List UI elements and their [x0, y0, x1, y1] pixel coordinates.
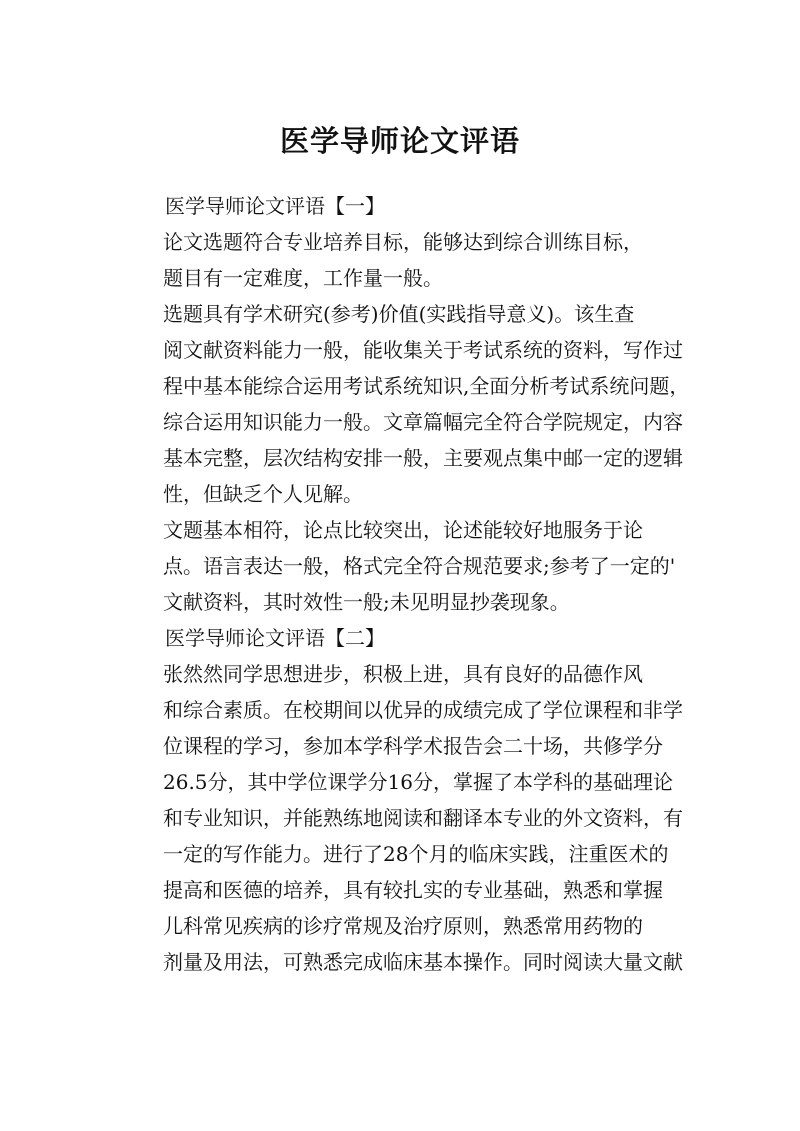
paragraph-3 [121, 512, 681, 620]
text-line: 文献资料，其时效性一般;未见明显抄袭现象。 [163, 590, 570, 614]
text-line: 阅文献资料能力一般，能收集关于考试系统的资料，写作过 [163, 338, 683, 362]
text-line: 程中基本能综合运用考试系统知识,全面分析考试系统问题， [163, 374, 690, 398]
paragraph-2 [121, 296, 690, 512]
document-body [121, 188, 690, 980]
text-line: 综合运用知识能力一般。文章篇幅完全符合学院规定，内容 [163, 410, 683, 434]
text-line: 和专业知识，并能熟练地阅读和翻译本专业的外文资料，有 [163, 806, 683, 830]
text-line: 和综合素质。在校期间以优异的成绩完成了学位课程和非学 [163, 698, 683, 722]
text-line: 点。语言表达一般，格式完全符合规范要求;参考了一定的' [163, 554, 676, 578]
text-line: 论文选题符合专业培养目标，能够达到综合训练目标， [163, 230, 643, 254]
text-line: 儿科常见疾病的诊疗常规及治疗原则，熟悉常用药物的 [163, 914, 643, 938]
text-line: 性，但缺乏个人见解。 [163, 482, 363, 506]
section-heading-2: 医学导师论文评语【二】 [165, 626, 385, 650]
text-line: 张然然同学思想进步，积极上进，具有良好的品德作风 [163, 662, 643, 686]
text-line: 位课程的学习，参加本学科学术报告会二十场，共修学分 [163, 734, 663, 758]
text-line: 基本完整，层次结构安排一般，主要观点集中邮一定的逻辑 [163, 446, 683, 470]
paragraph-4 [121, 656, 681, 908]
text-line: 一定的写作能力。进行了28个月的临床实践，注重医术的 [163, 842, 669, 866]
text-line: 文题基本相符，论点比较突出，论述能较好地服务于论 [163, 518, 643, 542]
text-line: 剂量及用法，可熟悉完成临床基本操作。同时阅读大量文献 [163, 950, 683, 974]
section-heading-1: 医学导师论文评语【一】 [165, 194, 385, 218]
text-line: 26.5分，其中学位课学分16分，掌握了本学科的基础理论 [163, 770, 673, 794]
text-line: 题目有一定难度，工作量一般。 [163, 266, 443, 290]
paragraph-1 [121, 224, 681, 296]
text-line: 选题具有学术研究(参考)价值(实践指导意义)。该生查 [163, 302, 635, 326]
document-title: 医学导师论文评语 [279, 124, 520, 159]
paragraph-5 [121, 908, 681, 980]
text-line: 提高和医德的培养，具有较扎实的专业基础，熟悉和掌握 [163, 878, 663, 902]
